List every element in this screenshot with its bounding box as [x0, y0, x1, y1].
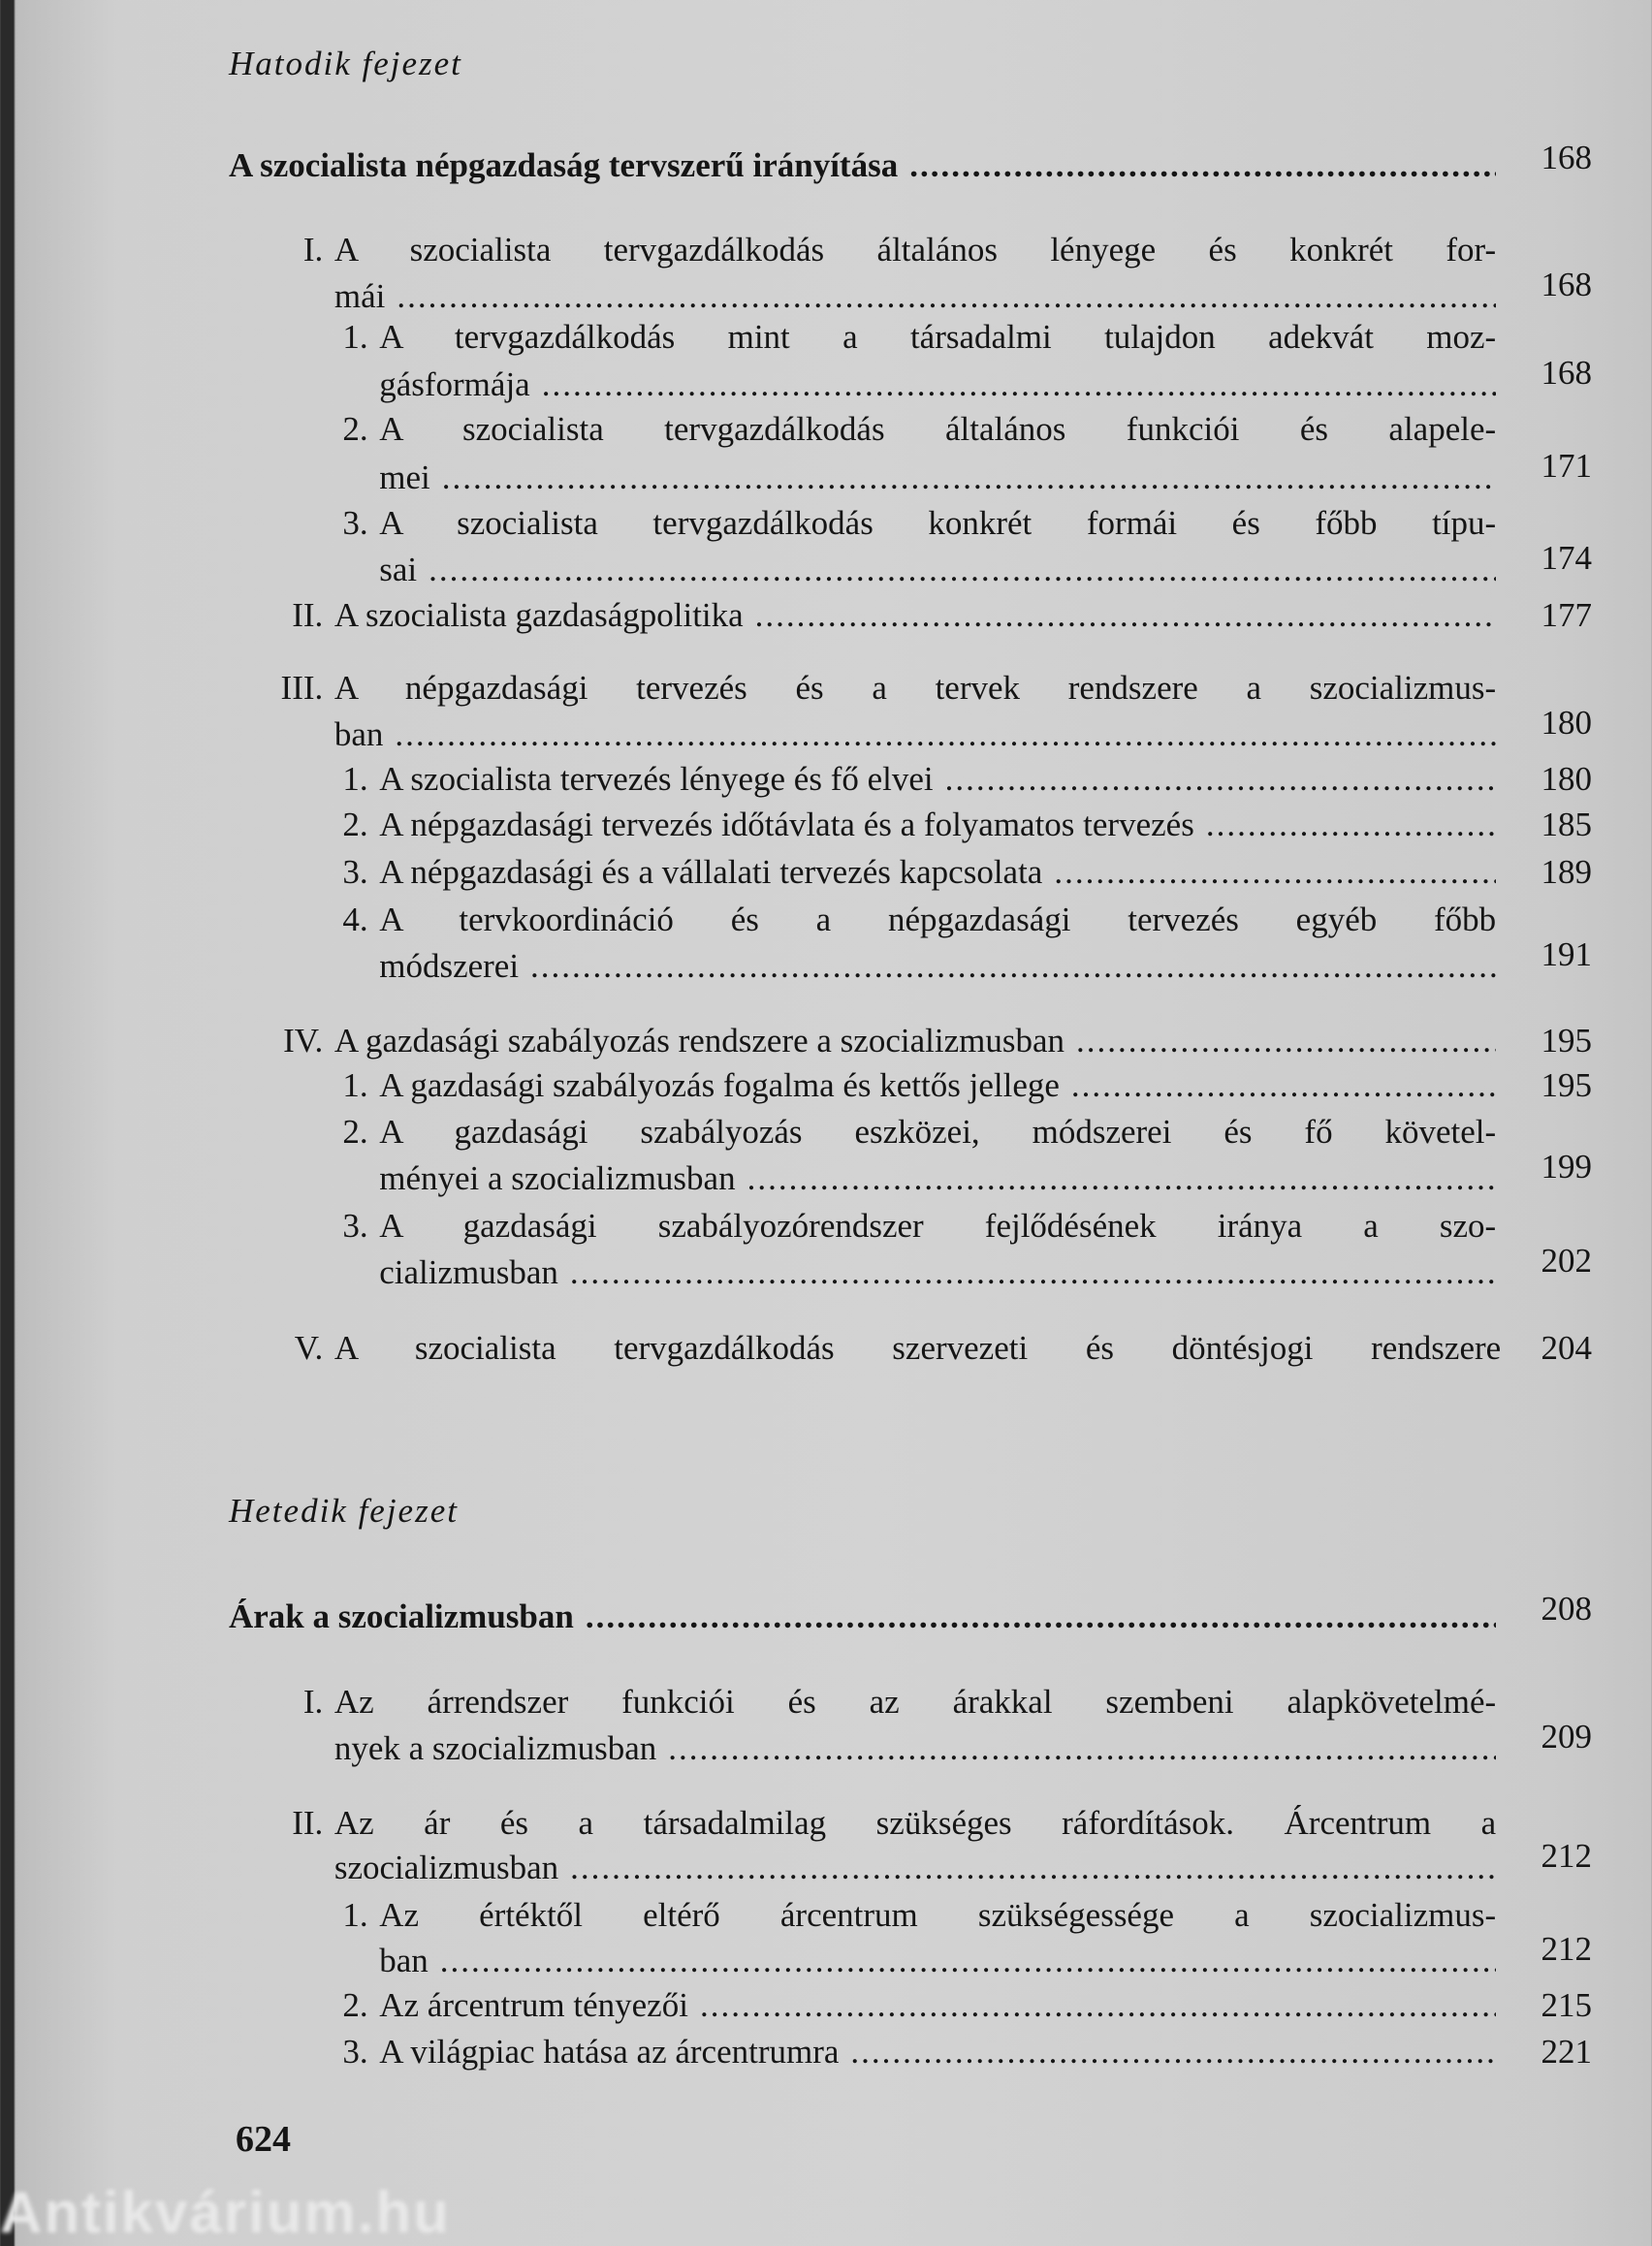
chapter-page-number: 168 — [1541, 138, 1592, 176]
dot-leader — [570, 1845, 1496, 1891]
entry-page-number: 185 — [1541, 805, 1592, 843]
dot-leader — [945, 756, 1497, 803]
toc-entry-line[interactable]: A tervgazdálkodás mint a társadalmi tulajdon adekvát moz- — [379, 317, 1497, 356]
toc-entry-line[interactable]: A gazdasági szabályozórendszer fejlődésének iránya a szo- — [379, 1206, 1497, 1245]
toc-entry-line[interactable] — [334, 1725, 1496, 1772]
toc-entry-line[interactable] — [379, 455, 1496, 501]
toc-entry-line[interactable]: A szocialista tervgazdálkodás általános lényege és konkrét for- — [334, 230, 1497, 269]
entry-page-number: 221 — [1541, 2032, 1592, 2071]
dot-leader — [1071, 1062, 1496, 1109]
entry-page-number: 180 — [1541, 760, 1592, 799]
toc-entry-line[interactable] — [379, 849, 1496, 896]
chapter-title[interactable] — [229, 1594, 1496, 1640]
dot-leader — [397, 273, 1496, 320]
page-number: 624 — [236, 2119, 291, 2160]
toc-entry-line[interactable] — [379, 943, 1496, 990]
dot-leader — [909, 142, 1496, 189]
toc-entry-line[interactable] — [334, 273, 1496, 320]
entry-page-number: 180 — [1541, 703, 1592, 742]
dot-leader — [700, 1982, 1496, 2029]
entry-number: V. — [294, 1329, 324, 1368]
toc-entry-text: mei — [379, 458, 430, 496]
toc-entry-line[interactable] — [379, 756, 1496, 803]
toc-entry-text: cializmusban — [379, 1252, 558, 1291]
toc-entry-line[interactable] — [379, 1982, 1496, 2029]
toc-entry-line[interactable]: Az értéktől eltérő árcentrum szükségessége a szocializmus- — [379, 1896, 1497, 1935]
dot-leader — [442, 455, 1496, 501]
toc-entry-text: A világpiac hatása az árcentrumra — [379, 2032, 840, 2071]
dot-leader — [755, 592, 1497, 639]
entry-page-number: 199 — [1541, 1147, 1592, 1186]
toc-entry-text: A gazdasági szabályozás fogalma és kettős jellege — [379, 1066, 1060, 1105]
entry-page-number: 191 — [1541, 934, 1592, 973]
toc-entry-line[interactable] — [334, 1325, 1501, 1372]
dot-leader — [668, 1725, 1496, 1772]
dot-leader — [530, 943, 1496, 990]
entry-number: 4. — [342, 901, 368, 939]
entry-page-number: 168 — [1541, 265, 1592, 303]
toc-entry-text: A szocialista gazdaságpolitika — [334, 595, 744, 634]
entry-number: III. — [280, 669, 324, 707]
toc-entry-line[interactable] — [379, 1938, 1496, 1984]
entry-number: 2. — [342, 410, 368, 449]
toc-entry-line[interactable] — [379, 2029, 1496, 2075]
toc-entry-text: A szocialista tervgazdálkodás szervezeti és döntésjogi rendszere — [334, 1329, 1502, 1368]
dot-leader — [429, 547, 1496, 593]
chapter-title[interactable] — [229, 142, 1496, 189]
entry-number: 3. — [342, 852, 368, 891]
entry-page-number: 174 — [1541, 539, 1592, 578]
toc-entry-line[interactable] — [334, 592, 1496, 639]
entry-page-number: 189 — [1541, 852, 1592, 891]
entry-number: 1. — [342, 1896, 368, 1935]
toc-entry-line[interactable] — [334, 712, 1496, 758]
toc-entry-line[interactable] — [379, 547, 1496, 593]
entry-page-number: 168 — [1541, 354, 1592, 393]
entry-number: I. — [302, 1683, 324, 1722]
toc-entry-line[interactable]: A szocialista tervgazdálkodás konkrét formái és főbb típu- — [379, 504, 1497, 543]
toc-entry-text: A népgazdasági tervezés időtávlata és a folyamatos tervezés — [379, 805, 1194, 843]
entry-number: IV. — [283, 1021, 324, 1060]
toc-entry-line[interactable] — [379, 1250, 1496, 1296]
entry-number: 1. — [342, 760, 368, 799]
entry-number: 1. — [342, 317, 368, 356]
chapter-title-text: Árak a szocializmusban — [229, 1597, 574, 1635]
dot-leader — [1054, 849, 1496, 896]
toc-entry-line[interactable]: Az ár és a társadalmilag szükséges ráfordítások. Árcentrum a — [334, 1803, 1497, 1842]
entry-number: 2. — [342, 1112, 368, 1151]
entry-page-number: 177 — [1541, 595, 1592, 634]
toc-entry-line[interactable]: Az árrendszer funkciói és az árakkal szembeni alapkövetelmé- — [334, 1683, 1497, 1722]
toc-entry-text: A szocialista tervezés lényege és fő elvei — [379, 760, 934, 799]
entry-page-number: 215 — [1541, 1986, 1592, 2025]
entry-number: 1. — [342, 1066, 368, 1105]
entry-number: 3. — [342, 2032, 368, 2071]
toc-entry-line[interactable]: A tervkoordináció és a népgazdasági tervezés egyéb főbb — [379, 901, 1497, 939]
dot-leader — [542, 362, 1496, 408]
entry-page-number: 202 — [1541, 1241, 1592, 1280]
toc-entry-line[interactable] — [334, 1018, 1496, 1064]
dot-leader — [1076, 1018, 1496, 1064]
toc-entry-line[interactable] — [379, 802, 1496, 848]
toc-entry-text: Az árcentrum tényezői — [379, 1986, 688, 2025]
entry-number: I. — [302, 230, 324, 269]
dot-leader — [570, 1250, 1496, 1296]
dot-leader — [1206, 802, 1496, 848]
toc-entry-line[interactable] — [379, 362, 1496, 408]
watermark: Antikvárium.hu — [0, 2180, 451, 2245]
toc-entry-line[interactable] — [379, 1155, 1496, 1202]
toc-entry-text: módszerei — [379, 946, 520, 985]
toc-entry-line[interactable] — [379, 1062, 1496, 1109]
toc-entry-text: mái — [334, 276, 386, 315]
entry-page-number: 212 — [1541, 1837, 1592, 1876]
toc-entry-text: szocializmusban — [334, 1849, 559, 1887]
dot-leader — [747, 1155, 1497, 1202]
toc-entry-text: nyek a szocializmusban — [334, 1729, 657, 1767]
chapter-page-number: 208 — [1541, 1589, 1592, 1628]
toc-entry-line[interactable]: A gazdasági szabályozás eszközei, módszerei és fő követel- — [379, 1112, 1497, 1151]
entry-page-number: 204 — [1541, 1329, 1592, 1368]
toc-entry-text: gásformája — [379, 365, 530, 404]
entry-page-number: 171 — [1541, 446, 1592, 485]
toc-entry-text: ményei a szocializmusban — [379, 1158, 736, 1197]
toc-entry-line[interactable] — [334, 1845, 1496, 1891]
toc-entry-text: A gazdasági szabályozás rendszere a szocializmusban — [334, 1021, 1064, 1060]
entry-number: 3. — [342, 504, 368, 543]
dot-leader — [850, 2029, 1496, 2075]
entry-number: 2. — [342, 1986, 368, 2025]
entry-number: II. — [292, 595, 324, 634]
toc-entry-line[interactable]: A népgazdasági tervezés és a tervek rendszere a szocializmus- — [334, 669, 1497, 707]
entry-page-number: 195 — [1541, 1066, 1592, 1105]
entry-page-number: 212 — [1541, 1929, 1592, 1968]
entry-page-number: 209 — [1541, 1718, 1592, 1756]
dot-leader — [395, 712, 1496, 758]
toc-entry-text: A népgazdasági és a vállalati tervezés kapcsolata — [379, 852, 1043, 891]
chapter-label: Hetedik fejezet — [229, 1492, 459, 1531]
entry-number: 3. — [342, 1206, 368, 1245]
dot-leader — [586, 1594, 1496, 1640]
entry-number: 2. — [342, 805, 368, 843]
toc-entry-text: ban — [379, 1941, 429, 1979]
entry-page-number: 195 — [1541, 1021, 1592, 1060]
chapter-title-text: A szocialista népgazdaság tervszerű irányítása — [229, 145, 899, 184]
toc-entry-text: ban — [334, 714, 384, 753]
toc-entry-line[interactable]: A szocialista tervgazdálkodás általános funkciói és alapele- — [379, 410, 1497, 449]
chapter-label: Hatodik fejezet — [229, 44, 462, 82]
entry-number: II. — [292, 1803, 324, 1842]
toc-entry-text: sai — [379, 551, 418, 589]
dot-leader — [440, 1938, 1496, 1984]
